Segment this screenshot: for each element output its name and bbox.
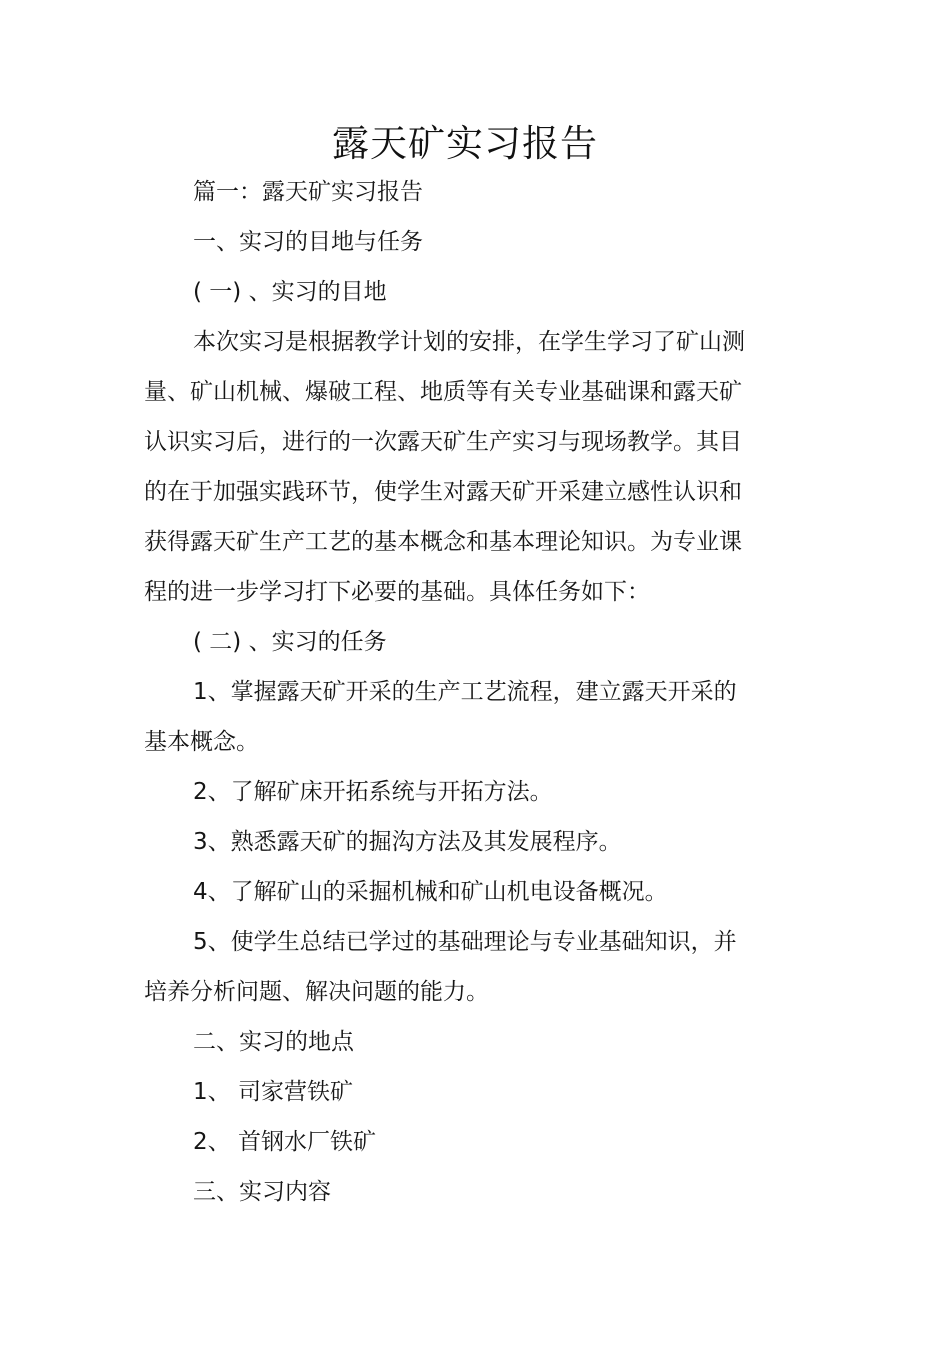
section-heading-content: 三、实习内容 — [193, 1179, 331, 1205]
paragraph-line: 量、矿山机械、爆破工程、地质等有关专业基础课和露天矿 — [144, 379, 742, 405]
task-item-1-continued: 基本概念。 — [144, 729, 259, 755]
paragraph-line: 的在于加强实践环节，使学生对露天矿开采建立感性认识和 — [144, 479, 742, 505]
task-item-5: 5、使学生总结已学过的基础理论与专业基础知识，并 — [193, 929, 737, 955]
paragraph-line: 程的进一步学习打下必要的基础。具体任务如下： — [144, 579, 650, 605]
section-heading-location: 二、实习的地点 — [193, 1029, 354, 1055]
section-heading-chapter: 篇一：露天矿实习报告 — [193, 179, 423, 205]
task-item-2: 2、了解矿床开拓系统与开拓方法。 — [193, 779, 553, 805]
task-item-4: 4、了解矿山的采掘机械和矿山机电设备概况。 — [193, 879, 668, 905]
location-item-1: 1、 司家营铁矿 — [193, 1079, 353, 1105]
subsection-heading-task: ( 二) 、实习的任务 — [193, 629, 387, 655]
section-heading-purpose-task: 一、实习的目地与任务 — [193, 229, 423, 255]
task-item-3: 3、熟悉露天矿的掘沟方法及其发展程序。 — [193, 829, 622, 855]
subsection-heading-purpose: ( 一) 、实习的目地 — [193, 279, 387, 305]
task-item-5-continued: 培养分析问题、解决问题的能力。 — [144, 979, 489, 1005]
paragraph-line: 认识实习后，进行的一次露天矿生产实习与现场教学。其目 — [144, 429, 742, 455]
document-title: 露天矿实习报告 — [332, 122, 598, 165]
location-item-2: 2、 首钢水厂铁矿 — [193, 1129, 376, 1155]
paragraph-line: 获得露天矿生产工艺的基本概念和基本理论知识。为专业课 — [144, 529, 742, 555]
paragraph-line: 本次实习是根据教学计划的安排，在学生学习了矿山测 — [193, 329, 745, 355]
task-item-1: 1、掌握露天矿开采的生产工艺流程，建立露天开采的 — [193, 679, 737, 705]
